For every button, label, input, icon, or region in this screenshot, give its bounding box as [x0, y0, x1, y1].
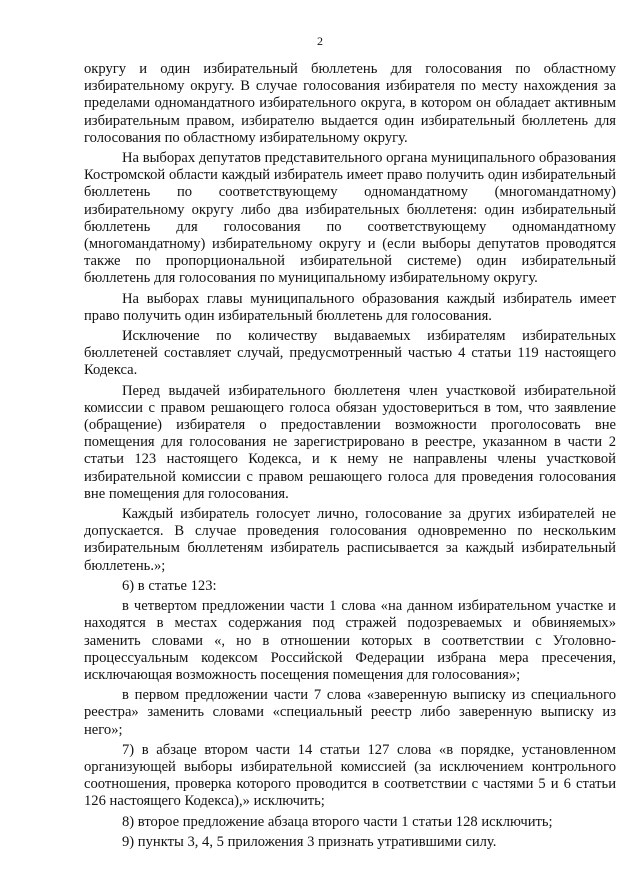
paragraph: Каждый избиратель голосует лично, голосование за других избирателей не допускается. В случае проведения голосования одновременно по нескольким избирательным бюллетеням избиратель расписывается за каждый избирательный бюллетень.»;: [84, 506, 616, 574]
paragraph: 9) пункты 3, 4, 5 приложения 3 признать утратившими силу.: [122, 833, 497, 850]
paragraph: в четвертом предложении части 1 слова «на данном избирательном участке и находятся в местах содержания под стражей подозреваемых и обвиняемых» заменить словами «, но в отношении которых в соответствии с Уголовно-процессуальным кодексом Российской Федерации избрана мера пресечения, исключающая возможность посещения помещения для голосования»;: [84, 598, 616, 683]
document-body: [84, 61, 616, 854]
paragraph: На выборах главы муниципального образования каждый избиратель имеет право получить один избирательный бюллетень для голосования.: [84, 290, 616, 324]
paragraph: в первом предложении части 7 слова «заверенную выписку из специального реестра» заменить словами «специальный реестр либо заверенную выписку из него»;: [84, 687, 616, 738]
paragraph: округу и один избирательный бюллетень для голосования по областному избирательному округу. В случае голосования избирателя по месту нахождения за пределами одномандатного избирательного округа, в котором он обладает активным избирательным правом, избирателю выдается один избирательный бюллетень для голосования по областному избирательному округу.: [84, 61, 616, 146]
paragraph: 6) в статье 123:: [122, 577, 217, 594]
paragraph: 7) в абзаце втором части 14 статьи 127 слова «в порядке, установленном организующей выборы избирательной комиссией (за исключением контрольного соотношения, проверка которого проводится в соответствии с частями 5 и 6 статьи 126 настоящего Кодекса),» исключить;: [84, 741, 616, 810]
paragraph: Перед выдачей избирательного бюллетеня член участковой избирательной комиссии с правом решающего голоса обязан удостовериться в том, что заявление (обращение) избирателя о предоставлении возможности проголосовать вне помещения для голосования не зарегистрировано в реестре, указанном в части 2 статьи 123 настоящего Кодекса, и к нему не направлены члены участковой избирательной комиссии с правом решающего голоса для проведения голосования вне помещения для голосования.: [84, 382, 616, 502]
paragraph: На выборах депутатов представительного органа муниципального образования Костромской области каждый избиратель имеет право получить один избирательный бюллетень по соответствующему одномандатному (многомандатному) избирательному округу либо два избирательных бюллетеня: один избирательный бюллетень для голосования по соответствующему одномандатному (многомандатному) избирательному округу и (если выборы депутатов проводятся также по пропорциональной избирательной системе) один избирательный бюллетень для голосования по муниципальному избирательному округу.: [84, 150, 616, 287]
paragraph: 8) второе предложение абзаца второго части 1 статьи 128 исключить;: [122, 813, 553, 830]
page-number: 2: [317, 34, 323, 48]
paragraph: Исключение по количеству выдаваемых избирателям избирательных бюллетеней составляет случай, предусмотренный частью 4 статьи 119 настоящего Кодекса.: [84, 328, 616, 379]
